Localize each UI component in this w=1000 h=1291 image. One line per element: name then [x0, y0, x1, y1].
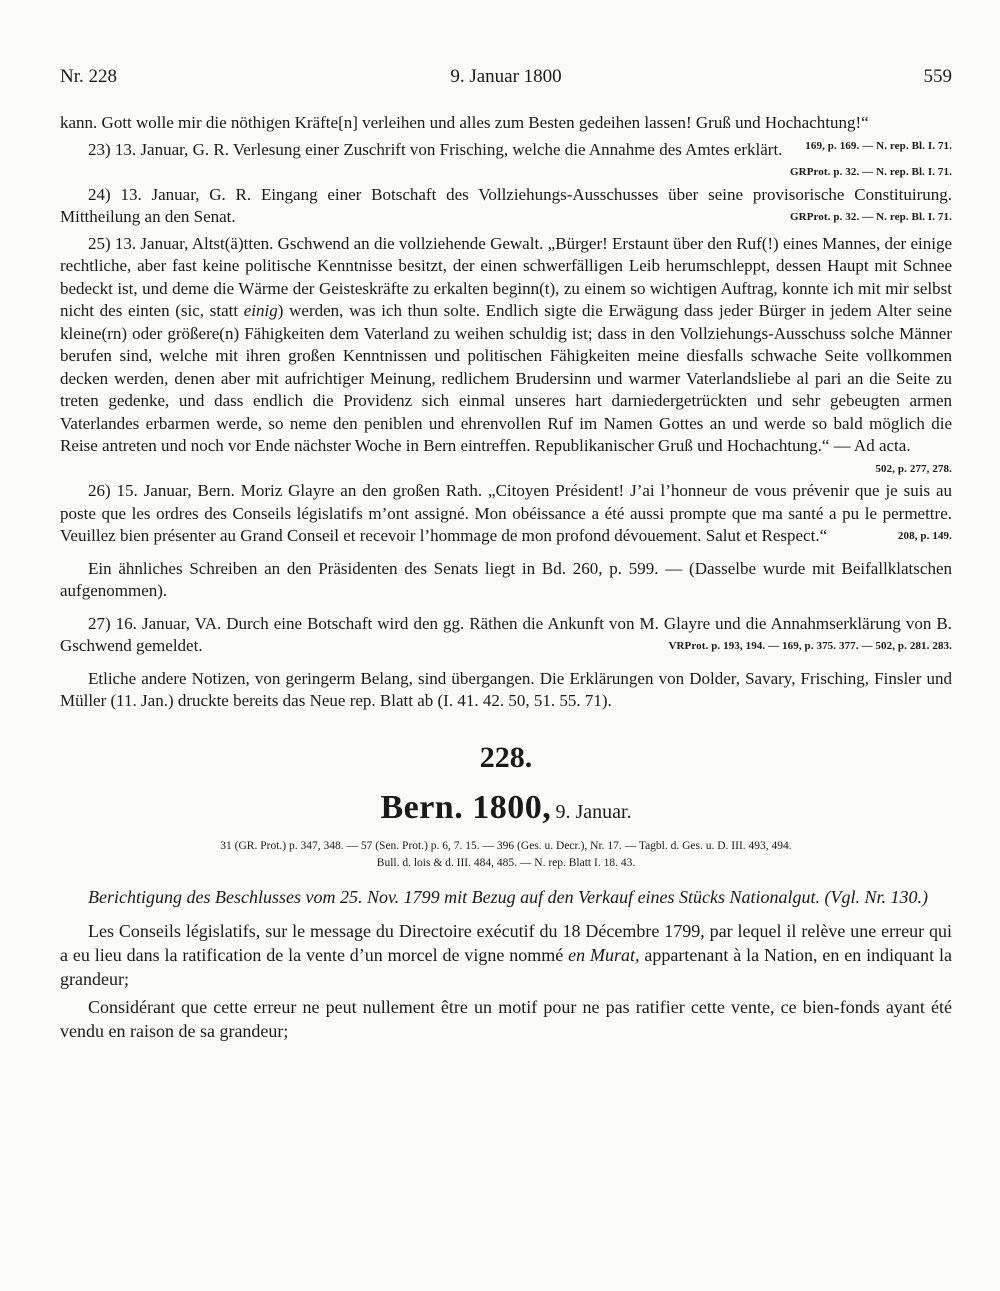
document-place-date	[60, 789, 952, 832]
header-number: Nr. 228	[60, 66, 117, 87]
running-header	[60, 66, 952, 90]
source-reference: 502, p. 277, 278.	[875, 462, 952, 475]
entry-paragraph: 25) 13. Januar, Altst(ä)tten. Gschwend an die vollziehende Gewalt. „Bürger! Erstaunt über den Ruf(!) eines Mannes, der einige rechtliche, aber fast keine politische Kenntnisse besitzt, der einen schwerfälligen Leib herumschleppt, dessen Haupt mit Schnee bedeckt ist, und deme die Wärme der Geisteskräfte zu erkalten beginn(t), zu einem so wichtigen Auftrag, konnte ich mit mir selbst nicht des einten (sic, statt einig) werden, was ich thun solte. Endlich sigte die Erwägung dass jeder Bürger in jedem Alter seine kleine(rn) oder größere(n) Fähigkeiten dem Vaterland zu weihen schuldig ist; dass in den Vollziehungs-Ausschuss solche Männer berufen sind, welche mit ihren großen Kenntnissen und politischen Fähigkeiten meine diesfalls schwache Seite vollkommen decken werden, denen aber mit aufrichtiger Meinung, redlichem Brudersinn und warmer Vaterlandsliebe al pari an die Seite zu treten gedenke, und dass endlich die Providenz sich einmal unseres hart darniedergetrückten und sehr gebeugten armen Vaterlandes erbarmen werde, so neme den peniblen und ehrenvollen Ruf im Namen Gottes an und werde so bald möglich die Reise antreten und noch vor Ende nächster Woche in Bern eintreffen. Republikanischer Gruß und Hochachtung.“ — Ad acta. 502, p. 277, 278.	[60, 233, 952, 458]
entry-paragraph: 23) 13. Januar, G. R. Verlesung einer Zuschrift von Frisching, welche die Annahme des Amtes erklärt. GRProt. p. 32. — N. rep. Bl. I. 71.	[60, 139, 952, 162]
entry-paragraph: 26) 15. Januar, Bern. Moriz Glayre an den großen Rath. „Citoyen Président! J’ai l’honneur de vous prévenir que je suis au poste que les ordres des Conseils législatifs m’ont assigné. Mon obéissance a été aussi prompte que ma santé a pu le permettre. Veuillez bien présenter au Grand Conseil et recevoir l’hommage de mon profond dévouement. Salut et Respect.“ 208, p. 149.	[60, 480, 952, 548]
document-place-year: Bern. 1800,	[380, 788, 552, 826]
document-paragraph: Considérant que cette erreur ne peut nullement être un motif pour ne pas ratifier cette vente, ce bien-fonds ayant été vendu en raison de sa grandeur;	[60, 996, 952, 1041]
document-subject: Berichtigung des Beschlusses vom 25. Nov. 1799 mit Bezug auf den Verkauf eines Stücks Nationalgut. (Vgl. Nr. 130.)	[88, 886, 929, 907]
entry-paragraph: Ein ähnliches Schreiben an den Präsidenten des Senats liegt in Bd. 260, p. 599. — (Dasselbe wurde mit Beifallklatschen aufgenommen).	[60, 558, 952, 600]
entry-paragraph: 24) 13. Januar, G. R. Eingang einer Botschaft des Vollziehungs-Ausschusses über seine provisorische Constituirung. Mittheilung an den Senat. GRProt. p. 32. — N. rep. Bl. I. 71.	[60, 184, 952, 229]
source-reference: 169, p. 169. — N. rep. Bl. I. 71.	[805, 139, 952, 152]
source-reference: GRProt. p. 32. — N. rep. Bl. I. 71.	[790, 166, 952, 178]
entry-paragraph: kann. Gott wolle mir die nöthigen Kräfte[n] verleihen und alles zum Besten gedeihen lassen! Gruß und Hochachtung!“ 169, p. 169. — N. rep. Bl. I. 71.	[60, 112, 952, 135]
document-sources: 31 (GR. Prot.) p. 347, 348. — 57 (Sen. Prot.) p. 6, 7. 15. — 396 (Ges. u. Decr.), Nr. 17. — Tagbl. d. Ges. u. D. III. 493, 494. Bull. d. lois & d. III. 484, 485. — N. rep. Blatt I. 18. 43.	[220, 839, 792, 869]
entry-paragraph: Etliche andere Notizen, von geringerm Belang, sind übergangen. Die Erklärungen von Dolder, Savary, Frisching, Finsler und Müller (11. Jan.) druckte bereits das Neue rep. Blatt ab (I. 41. 42. 50, 51. 55. 71).	[60, 668, 952, 710]
page-number: 559	[923, 66, 952, 87]
source-reference: 208, p. 149.	[897, 530, 952, 542]
document-paragraph: Les Conseils législatifs, sur le message du Directoire exécutif du 18 Décembre 1799, par lequel il relève une erreur qui a eu lieu dans la ratification de la vente d’un morcel de vigne nommé en Murat, appartenant à la Nation, en en indiquant la grandeur;	[60, 920, 952, 989]
document-number: 228.	[479, 740, 533, 774]
source-reference: GRProt. p. 32. — N. rep. Bl. I. 71.	[790, 211, 952, 223]
page-body	[60, 112, 952, 1043]
header-date: 9. Januar 1800	[450, 66, 562, 87]
source-reference: VRProt. p. 193, 194. — 169, p. 375. 377. — 502, p. 281. 283.	[668, 640, 952, 652]
document-day: 9. Januar.	[555, 800, 632, 823]
entry-paragraph: 27) 16. Januar, VA. Durch eine Botschaft wird den gg. Räthen die Ankunft von M. Glayre und die Annahmserklärung von B. Gschwend gemeldet. VRProt. p. 193, 194. — 169, p. 375. 377. — 502, p. 281. 283.	[60, 613, 952, 658]
